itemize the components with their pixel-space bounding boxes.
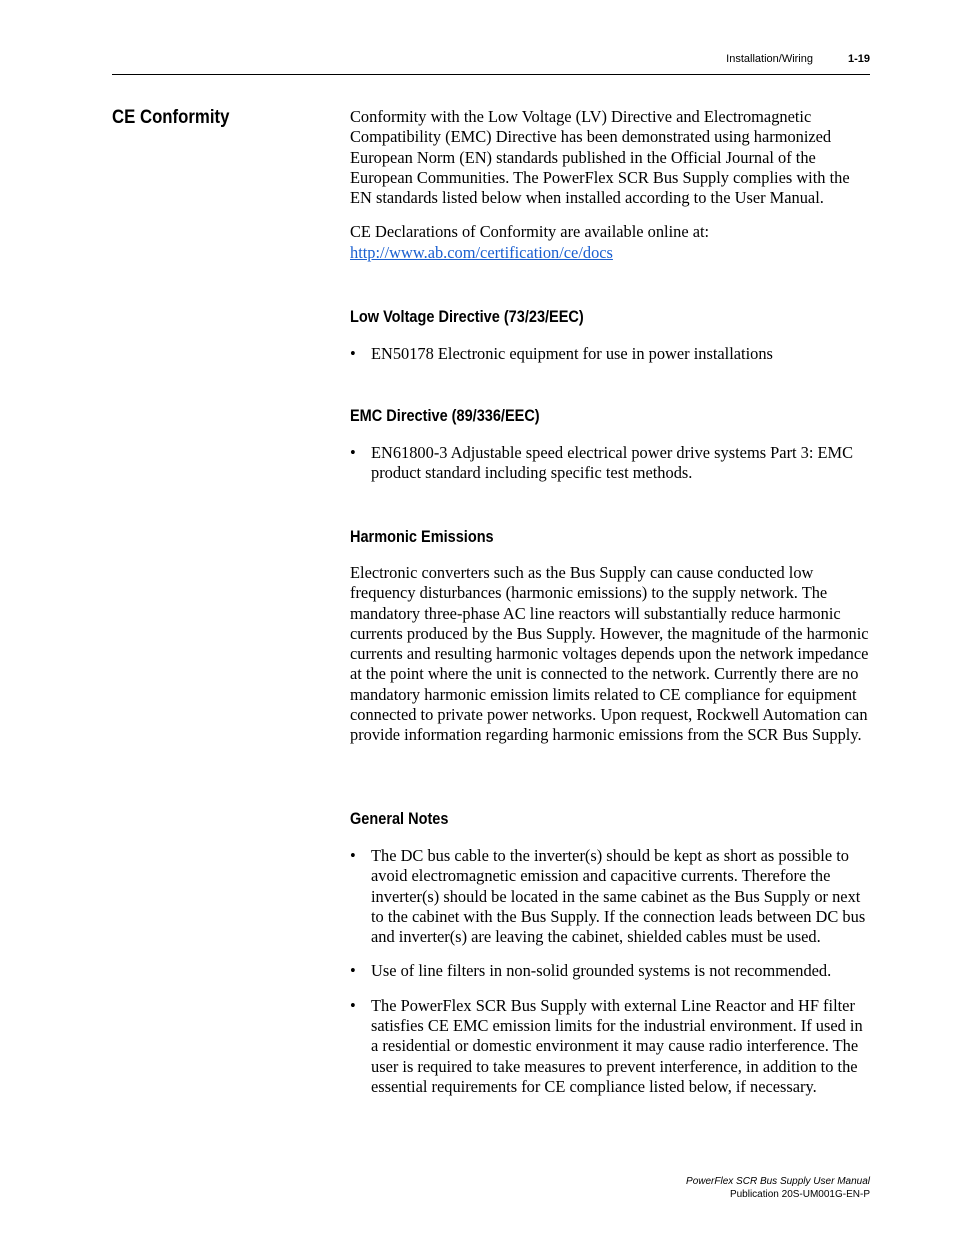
page-footer xyxy=(686,1175,870,1201)
harmonic-paragraph: Electronic converters such as the Bus Supply can cause conducted low frequency disturbances (harmonic emissions) to the supply network. The mandatory three-phase AC line reactors will substantially reduce harmonic currents produced by the Bus Supply. However, the magnitude of the harmonic currents and resulting harmonic voltages depends upon the network impedance at the point where the unit is connected to the network. Currently there are no mandatory harmonic emission limits related to CE compliance for equipment connected to private power networks. Upon request, Rockwell Automation can provide information regarding harmonic emissions from the SCR Bus Supply. xyxy=(350,563,869,745)
page-number: 1-19 xyxy=(847,53,870,65)
lv-directive-heading: Low Voltage Directive (73/23/EEC) xyxy=(350,308,584,326)
emc-directive-heading: EMC Directive (89/336/EEC) xyxy=(350,407,540,425)
list-item: • The DC bus cable to the inverter(s) should be kept as short as possible to avoid electromagnetic emission and capacitive currents. Therefore the inverter(s) should be located in the same cabinet as the Bus Supply or next to the cabinet with the Bus Supply. If the connection leads between DC bus and inverter(s) are leaving the cabinet, shielded cables must be used. xyxy=(350,846,866,947)
list-item: • EN50178 Electronic equipment for use in power installations xyxy=(350,344,773,363)
general-notes-list xyxy=(350,846,872,1111)
intro-section xyxy=(350,107,872,263)
bullet-icon: • xyxy=(350,443,356,462)
bullet-icon: • xyxy=(350,995,356,1015)
bullet-icon: • xyxy=(350,961,356,981)
harmonic-emissions-section xyxy=(350,563,872,746)
publication-number: Publication 20S-UM001G-EN-P xyxy=(729,1189,870,1200)
intro-paragraph: Conformity with the Low Voltage (LV) Directive and Electromagnetic Compatibility (EMC) Directive has been demonstrated using harmonized European Norm (EN) standards published in the Official Journal of the European Communities. The PowerFlex SCR Bus Supply complies with the EN standards listed below when installed according to the User Manual. xyxy=(350,107,850,208)
declarations-paragraph: CE Declarations of Conformity are available online at: xyxy=(350,222,710,242)
general-notes-heading: General Notes xyxy=(350,810,449,828)
list-item: • Use of line filters in non-solid grounded systems is not recommended. xyxy=(350,961,832,981)
manual-title: PowerFlex SCR Bus Supply User Manual xyxy=(686,1176,870,1187)
certification-link[interactable]: http://www.ab.com/certification/ce/docs xyxy=(350,242,613,262)
bullet-icon: • xyxy=(350,846,356,865)
emc-directive-list xyxy=(350,443,872,498)
harmonic-emissions-heading: Harmonic Emissions xyxy=(350,528,494,546)
section-title: CE Conformity xyxy=(112,106,230,128)
lv-directive-list xyxy=(350,344,872,378)
list-item: • The PowerFlex SCR Bus Supply with external Line Reactor and HF filter satisfies CE EMC emission limits for the industrial environment. If used in a residential or domestic environment it may cause radio interference. The user is required to take measures to prevent interference, in addition to the essential requirements for CE compliance listed below, if necessary. xyxy=(350,995,863,1096)
page-header xyxy=(112,52,870,75)
header-section-title: Installation/Wiring xyxy=(726,53,813,65)
list-item: • EN61800-3 Adjustable speed electrical power drive systems Part 3: EMC product standard including specific test methods. xyxy=(350,443,854,483)
bullet-icon: • xyxy=(350,344,356,363)
